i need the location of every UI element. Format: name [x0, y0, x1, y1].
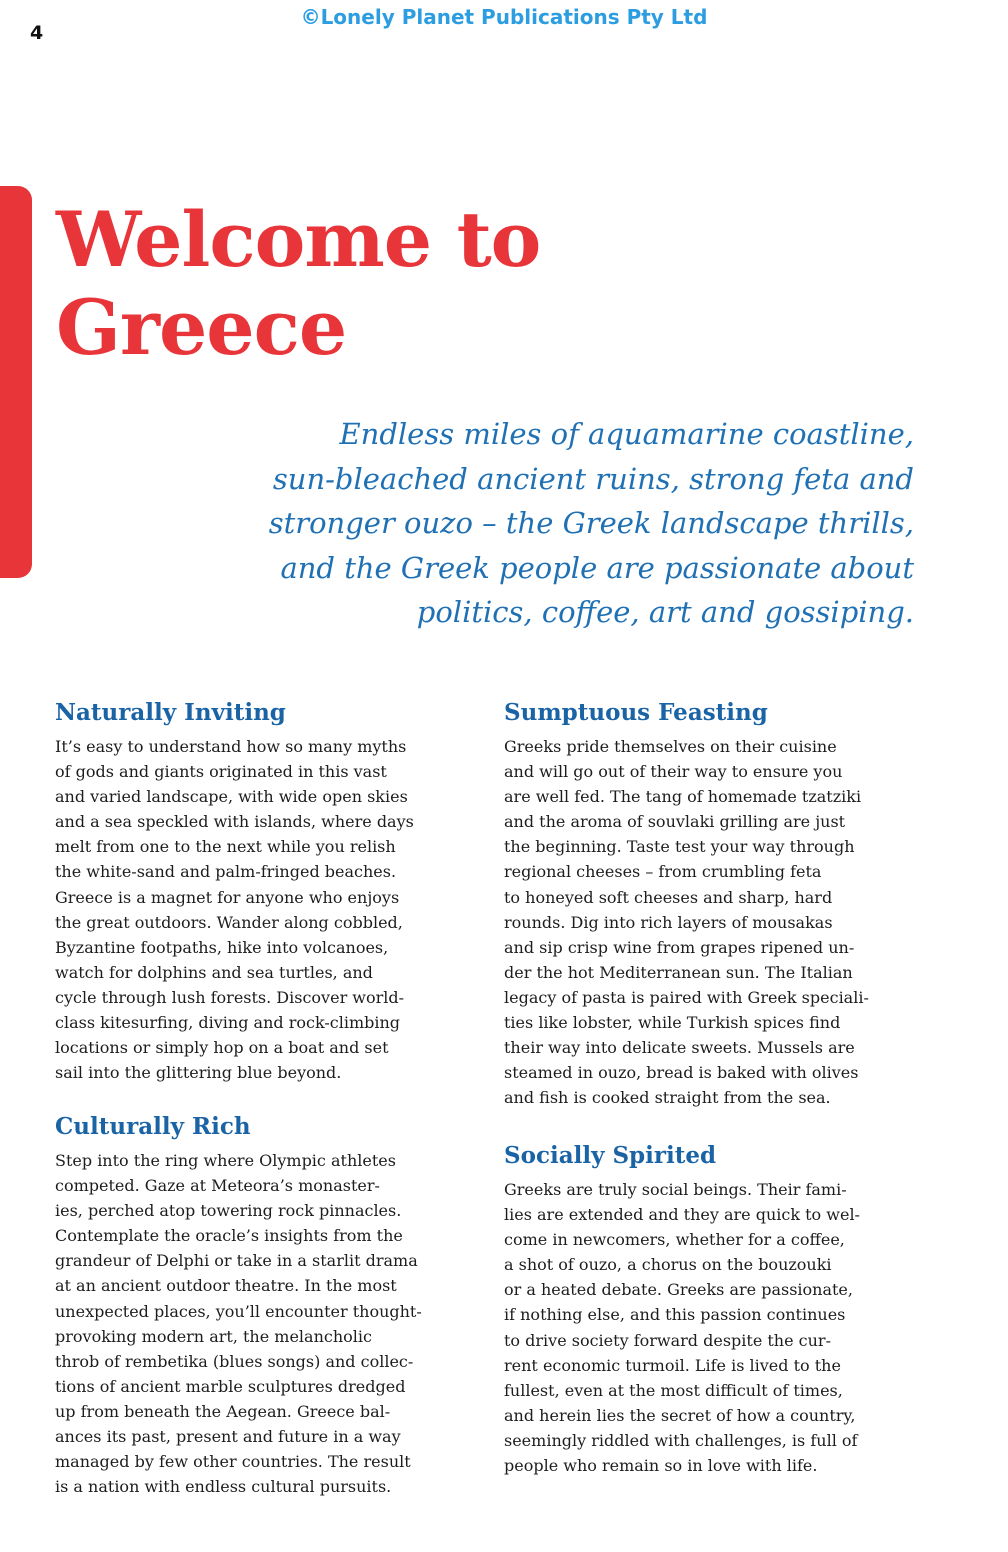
body-line: locations or simply hop on a boat and set	[55, 1038, 389, 1058]
body-line: their way into delicate sweets. Mussels are	[504, 1038, 855, 1058]
body-line: to drive society forward despite the cur-	[504, 1330, 831, 1350]
body-line: managed by few other countries. The result	[55, 1452, 411, 1472]
body-line: rounds. Dig into rich layers of mousakas	[504, 912, 833, 932]
intro-line: sun-bleached ancient ruins, strong feta and	[272, 461, 914, 496]
section-naturally-inviting	[55, 698, 475, 1085]
intro-line: stronger ouzo – the Greek landscape thrills,	[268, 506, 914, 540]
page-title	[56, 196, 540, 372]
body-line: throb of rembetika (blues songs) and collec-	[55, 1351, 414, 1371]
section-body	[504, 734, 924, 1110]
body-line: and a sea speckled with islands, where days	[55, 812, 414, 832]
body-line: or a heated debate. Greeks are passionate,	[504, 1280, 853, 1300]
intro-line: Endless miles of aquamarine coastline,	[339, 417, 914, 451]
page-title-line-2: Greece	[56, 283, 347, 372]
body-line: class kitesurfing, diving and rock-climbing	[55, 1013, 401, 1033]
body-line: at an ancient outdoor theatre. In the most	[55, 1276, 397, 1296]
body-line: Contemplate the oracle’s insights from the	[55, 1226, 403, 1246]
body-line: Greeks are truly social beings. Their fami-	[504, 1180, 847, 1199]
body-line: competed. Gaze at Meteora’s monaster-	[55, 1176, 380, 1196]
section-body	[55, 734, 475, 1085]
body-line: and herein lies the secret of how a country,	[504, 1405, 856, 1425]
body-line: ies, perched atop towering rock pinnacles.	[55, 1201, 402, 1221]
body-line: fullest, even at the most difficult of times,	[504, 1380, 843, 1400]
body-line: is a nation with endless cultural pursuits.	[55, 1477, 392, 1497]
body-line: the great outdoors. Wander along cobbled,	[55, 912, 403, 932]
body-line: rent economic turmoil. Life is lived to the	[504, 1355, 841, 1375]
section-heading: Sumptuous Feasting	[504, 699, 768, 726]
body-line: legacy of pasta is paired with Greek speciali-	[504, 987, 869, 1007]
body-line: ties like lobster, while Turkish spices find	[504, 1013, 841, 1033]
body-line: It’s easy to understand how so many myths	[55, 737, 407, 756]
body-line: unexpected places, you’ll encounter thought-	[55, 1301, 422, 1321]
page-title-line-1: Welcome to	[56, 195, 541, 284]
body-line: Byzantine footpaths, hike into volcanoes,	[55, 937, 389, 957]
body-line: Greece is a magnet for anyone who enjoys	[55, 887, 400, 907]
body-line: provoking modern art, the melancholic	[55, 1326, 372, 1346]
body-line: are well fed. The tang of homemade tzatziki	[504, 787, 862, 807]
intro-paragraph	[214, 412, 914, 635]
section-heading: Socially Spirited	[504, 1142, 717, 1169]
body-line: the white-sand and palm-fringed beaches.	[55, 862, 397, 882]
body-line: melt from one to the next while you relish	[55, 837, 396, 857]
body-line: to honeyed soft cheeses and sharp, hard	[504, 887, 833, 907]
body-line: a shot of ouzo, a chorus on the bouzouki	[504, 1255, 832, 1275]
body-line: cycle through lush forests. Discover world-	[55, 987, 405, 1007]
body-line: of gods and giants originated in this vast	[55, 762, 387, 782]
body-line: seemingly riddled with challenges, is full of	[504, 1430, 858, 1450]
copyright-notice: ©Lonely Planet Publications Pty Ltd	[300, 5, 708, 29]
section-body	[55, 1148, 475, 1499]
body-line: ances its past, present and future in a way	[55, 1427, 401, 1447]
section-socially-spirited	[504, 1141, 924, 1478]
body-line: and will go out of their way to ensure you	[504, 762, 843, 782]
body-line: steamed in ouzo, bread is baked with olives	[504, 1063, 859, 1083]
body-line: people who remain so in love with life.	[504, 1456, 818, 1476]
body-line: Step into the ring where Olympic athletes	[55, 1151, 396, 1170]
body-line: tions of ancient marble sculptures dredged	[55, 1376, 406, 1396]
intro-line: politics, coffee, art and gossiping.	[416, 595, 914, 629]
body-line: the beginning. Taste test your way through	[504, 837, 855, 857]
body-line: der the hot Mediterranean sun. The Italian	[504, 962, 853, 982]
section-heading: Naturally Inviting	[55, 699, 286, 726]
section-heading: Culturally Rich	[55, 1113, 251, 1140]
chapter-tab-marker	[0, 186, 32, 578]
intro-line: and the Greek people are passionate about	[280, 550, 914, 585]
body-line: and varied landscape, with wide open skies	[55, 787, 408, 807]
body-line: and the aroma of souvlaki grilling are just	[504, 812, 846, 832]
body-line: and sip crisp wine from grapes ripened un-	[504, 937, 855, 957]
body-line: sail into the glittering blue beyond.	[55, 1063, 342, 1083]
body-line: come in newcomers, whether for a coffee,	[504, 1230, 845, 1250]
body-line: lies are extended and they are quick to wel-	[504, 1205, 860, 1225]
section-sumptuous-feasting	[504, 698, 924, 1110]
body-line: regional cheeses – from crumbling feta	[504, 862, 822, 882]
section-body	[504, 1177, 924, 1478]
body-line: and fish is cooked straight from the sea.	[504, 1088, 831, 1108]
page-number: 4	[30, 22, 44, 44]
body-line: grandeur of Delphi or take in a starlit drama	[55, 1251, 418, 1271]
section-culturally-rich	[55, 1112, 475, 1499]
body-line: Greeks pride themselves on their cuisine	[504, 737, 837, 756]
body-line: watch for dolphins and sea turtles, and	[55, 962, 373, 982]
body-line: up from beneath the Aegean. Greece bal-	[55, 1401, 391, 1421]
body-line: if nothing else, and this passion continues	[504, 1305, 846, 1325]
